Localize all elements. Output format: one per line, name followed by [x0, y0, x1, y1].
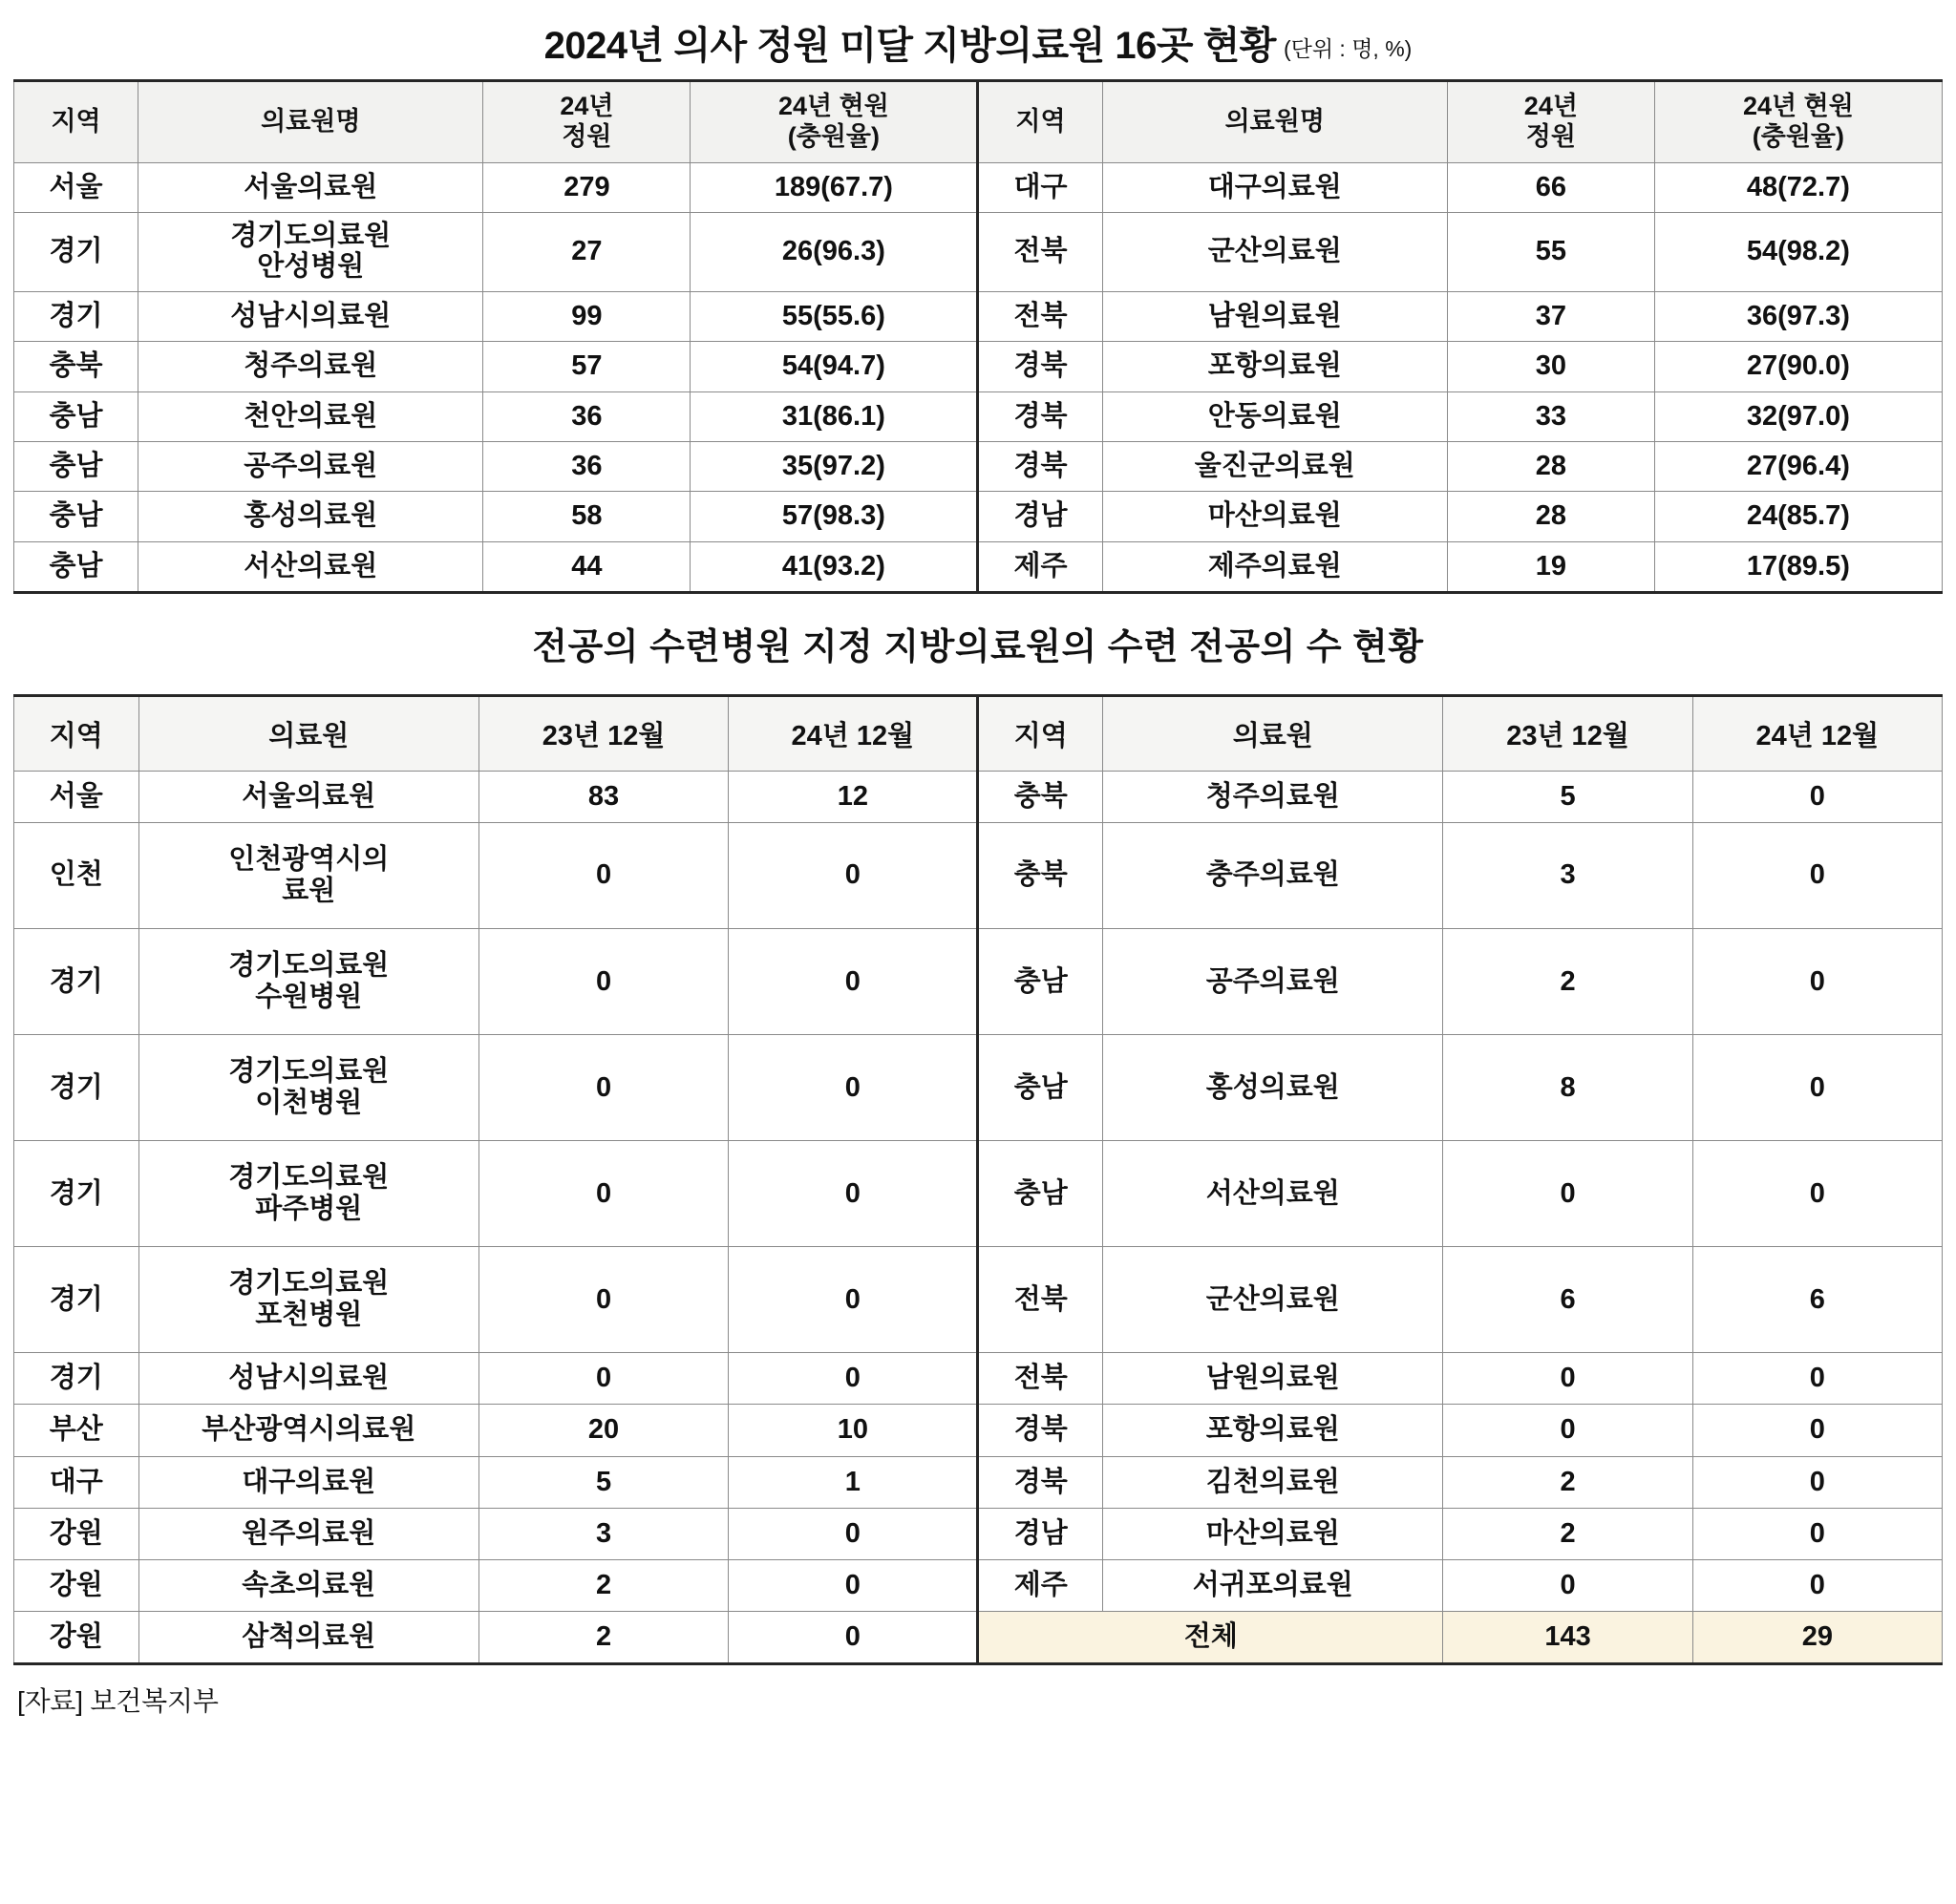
th-current-left-line1: 24년 현원 — [778, 92, 889, 120]
th2-hospital-left: 의료원 — [138, 695, 478, 771]
cell-hospital: 성남시의료원 — [138, 1353, 478, 1405]
cell-region: 대구 — [978, 162, 1102, 212]
cell-region: 서울 — [14, 162, 138, 212]
cell-quota: 99 — [483, 291, 691, 341]
cell-region: 충남 — [14, 391, 138, 441]
cell-region: 경기 — [14, 1035, 139, 1141]
table-row — [14, 162, 1943, 212]
cell-current: 41(93.2) — [691, 541, 978, 592]
table-row — [14, 1405, 1943, 1456]
cell-hospital: 서귀포의료원 — [1103, 1559, 1443, 1611]
cell-y23: 0 — [478, 1141, 728, 1247]
cell-hospital-line2: 이천병원 — [255, 1088, 363, 1119]
cell-hospital: 포항의료원 — [1102, 342, 1447, 391]
cell-hospital-line1: 경기도의료원 — [230, 221, 392, 252]
cell-quota: 57 — [483, 342, 691, 391]
cell-y23: 2 — [1443, 929, 1692, 1035]
cell-y24: 0 — [729, 822, 978, 928]
cell-hospital — [138, 1141, 478, 1247]
table2-header-row — [14, 695, 1943, 771]
cell-hospital: 마산의료원 — [1102, 492, 1447, 541]
cell-hospital — [138, 929, 478, 1035]
cell-hospital: 성남시의료원 — [138, 291, 483, 341]
cell-hospital: 서산의료원 — [138, 541, 483, 592]
cell-hospital: 군산의료원 — [1103, 1247, 1443, 1353]
cell-y23: 20 — [478, 1405, 728, 1456]
th2-y23-right: 23년 12월 — [1443, 695, 1692, 771]
cell-quota: 55 — [1447, 213, 1654, 292]
cell-region: 경북 — [978, 391, 1102, 441]
cell-y24: 0 — [1692, 1508, 1942, 1559]
cell-hospital — [138, 1035, 478, 1141]
cell-current: 35(97.2) — [691, 441, 978, 491]
cell-y23: 0 — [478, 822, 728, 928]
th-quota-right-line2: 정원 — [1525, 121, 1576, 151]
th-quota-left — [483, 81, 691, 163]
cell-hospital: 대구의료원 — [1102, 162, 1447, 212]
cell-y24: 0 — [729, 1559, 978, 1611]
cell-region: 강원 — [14, 1508, 139, 1559]
cell-region: 부산 — [14, 1405, 139, 1456]
cell-current: 26(96.3) — [691, 213, 978, 292]
cell-region: 충남 — [978, 1035, 1103, 1141]
th2-region-right: 지역 — [978, 695, 1103, 771]
cell-current: 32(97.0) — [1654, 391, 1942, 441]
th-quota-left-line1: 24년 — [560, 92, 614, 120]
cell-hospital: 대구의료원 — [138, 1456, 478, 1508]
cell-y23: 2 — [1443, 1456, 1692, 1508]
cell-hospital: 청주의료원 — [1103, 771, 1443, 822]
cell-y24: 0 — [729, 929, 978, 1035]
table-row — [14, 213, 1943, 292]
th-current-right — [1654, 81, 1942, 163]
cell-quota: 28 — [1447, 441, 1654, 491]
cell-quota: 36 — [483, 441, 691, 491]
table1-title: 2024년 의사 정원 미달 지방의료원 16곳 현황 — [543, 25, 1276, 67]
cell-y24: 0 — [1692, 1353, 1942, 1405]
table-row — [14, 771, 1943, 822]
cell-region: 충남 — [978, 1141, 1103, 1247]
cell-current: 54(98.2) — [1654, 213, 1942, 292]
cell-region: 경남 — [978, 1508, 1103, 1559]
cell-hospital: 마산의료원 — [1103, 1508, 1443, 1559]
cell-y24: 1 — [729, 1456, 978, 1508]
th2-y24-left: 24년 12월 — [729, 695, 978, 771]
cell-hospital — [138, 822, 478, 928]
th-current-left — [691, 81, 978, 163]
table1-header-row — [14, 81, 1943, 163]
cell-hospital: 안동의료원 — [1102, 391, 1447, 441]
table-row — [14, 291, 1943, 341]
cell-current: 48(72.7) — [1654, 162, 1942, 212]
cell-y24: 0 — [1692, 822, 1942, 928]
cell-quota: 27 — [483, 213, 691, 292]
cell-hospital-line2: 수원병원 — [255, 982, 363, 1013]
cell-hospital: 서울의료원 — [138, 162, 483, 212]
cell-current: 36(97.3) — [1654, 291, 1942, 341]
cell-current: 54(94.7) — [691, 342, 978, 391]
cell-hospital-line1: 인천광역시의 — [228, 843, 390, 875]
th2-hospital-right: 의료원 — [1103, 695, 1443, 771]
cell-current: 17(89.5) — [1654, 541, 1942, 592]
th-current-left-line2: (충원율) — [787, 121, 880, 151]
cell-region: 충남 — [14, 441, 138, 491]
cell-quota: 66 — [1447, 162, 1654, 212]
cell-current: 189(67.7) — [691, 162, 978, 212]
cell-y23: 0 — [1443, 1559, 1692, 1611]
cell-hospital: 청주의료원 — [138, 342, 483, 391]
cell-hospital-line2: 포천병원 — [255, 1300, 363, 1331]
cell-y23: 0 — [478, 1247, 728, 1353]
cell-y23: 2 — [1443, 1508, 1692, 1559]
cell-region: 전북 — [978, 213, 1102, 292]
cell-hospital: 공주의료원 — [1103, 929, 1443, 1035]
cell-y23: 6 — [1443, 1247, 1692, 1353]
cell-region: 경북 — [978, 1456, 1103, 1508]
cell-y23: 0 — [1443, 1141, 1692, 1247]
cell-hospital: 삼척의료원 — [138, 1611, 478, 1663]
source-note: [자료] 보건복지부 — [17, 1685, 219, 1716]
cell-current: 55(55.6) — [691, 291, 978, 341]
table-row — [14, 541, 1943, 592]
th-region-left: 지역 — [14, 81, 138, 163]
cell-hospital: 홍성의료원 — [1103, 1035, 1443, 1141]
cell-current: 57(98.3) — [691, 492, 978, 541]
cell-quota: 58 — [483, 492, 691, 541]
cell-region: 충북 — [978, 822, 1103, 928]
cell-hospital: 속초의료원 — [138, 1559, 478, 1611]
cell-y24: 0 — [1692, 1035, 1942, 1141]
cell-hospital — [138, 213, 483, 292]
cell-quota: 19 — [1447, 541, 1654, 592]
th-hospital-right: 의료원명 — [1102, 81, 1447, 163]
total-y23: 143 — [1443, 1611, 1692, 1663]
cell-y23: 0 — [1443, 1353, 1692, 1405]
cell-region: 전북 — [978, 1247, 1103, 1353]
cell-region: 강원 — [14, 1611, 139, 1663]
cell-hospital: 공주의료원 — [138, 441, 483, 491]
cell-hospital: 천안의료원 — [138, 391, 483, 441]
cell-y24: 0 — [729, 1035, 978, 1141]
cell-region: 전북 — [978, 291, 1102, 341]
cell-y24: 0 — [729, 1611, 978, 1663]
cell-region: 제주 — [978, 541, 1102, 592]
cell-y23: 2 — [478, 1559, 728, 1611]
cell-region: 충북 — [14, 342, 138, 391]
cell-y24: 0 — [1692, 929, 1942, 1035]
table-row — [14, 441, 1943, 491]
cell-hospital-line1: 경기도의료원 — [228, 950, 390, 982]
cell-hospital: 부산광역시의료원 — [138, 1405, 478, 1456]
cell-y24: 0 — [729, 1141, 978, 1247]
cell-hospital: 김천의료원 — [1103, 1456, 1443, 1508]
cell-hospital: 충주의료원 — [1103, 822, 1443, 928]
th-current-right-line2: (충원율) — [1752, 121, 1844, 151]
cell-hospital: 남원의료원 — [1102, 291, 1447, 341]
doctor-quota-shortfall-table — [13, 79, 1943, 594]
cell-hospital: 서울의료원 — [138, 771, 478, 822]
cell-y23: 0 — [478, 1035, 728, 1141]
cell-y24: 0 — [729, 1247, 978, 1353]
cell-hospital — [138, 1247, 478, 1353]
cell-current: 27(96.4) — [1654, 441, 1942, 491]
cell-region: 충남 — [978, 929, 1103, 1035]
th2-y24-right: 24년 12월 — [1692, 695, 1942, 771]
cell-current: 31(86.1) — [691, 391, 978, 441]
th-quota-right-line1: 24년 — [1523, 92, 1578, 120]
cell-current: 24(85.7) — [1654, 492, 1942, 541]
th-quota-left-line2: 정원 — [562, 121, 612, 151]
table-row — [14, 492, 1943, 541]
cell-y23: 2 — [478, 1611, 728, 1663]
cell-hospital: 포항의료원 — [1103, 1405, 1443, 1456]
cell-region: 경기 — [14, 1247, 139, 1353]
cell-y24: 0 — [729, 1353, 978, 1405]
cell-quota: 44 — [483, 541, 691, 592]
cell-y24: 0 — [1692, 771, 1942, 822]
cell-quota: 33 — [1447, 391, 1654, 441]
cell-region: 충남 — [14, 492, 138, 541]
total-label: 전체 — [978, 1611, 1443, 1663]
cell-y24: 0 — [1692, 1405, 1942, 1456]
table-row-total — [14, 1611, 1943, 1663]
cell-hospital-line2: 파주병원 — [255, 1194, 363, 1225]
cell-region: 제주 — [978, 1559, 1103, 1611]
table1-title-block — [13, 10, 1943, 79]
cell-hospital: 제주의료원 — [1102, 541, 1447, 592]
cell-region: 대구 — [14, 1456, 139, 1508]
cell-region: 경기 — [14, 213, 138, 292]
cell-region: 경남 — [978, 492, 1102, 541]
cell-y24: 10 — [729, 1405, 978, 1456]
th-hospital-left: 의료원명 — [138, 81, 483, 163]
th2-region-left: 지역 — [14, 695, 139, 771]
cell-hospital-line1: 경기도의료원 — [228, 1162, 390, 1194]
table-row — [14, 1559, 1943, 1611]
cell-region: 경기 — [14, 291, 138, 341]
cell-hospital: 울진군의료원 — [1102, 441, 1447, 491]
cell-y23: 83 — [478, 771, 728, 822]
table2-title: 전공의 수련병원 지정 지방의료원의 수련 전공의 수 현황 — [532, 626, 1424, 667]
cell-y23: 3 — [1443, 822, 1692, 928]
cell-region: 경북 — [978, 441, 1102, 491]
cell-y24: 0 — [1692, 1559, 1942, 1611]
cell-hospital-line2: 료원 — [282, 876, 336, 906]
cell-region: 경기 — [14, 1353, 139, 1405]
table-row — [14, 1247, 1943, 1353]
cell-hospital: 서산의료원 — [1103, 1141, 1443, 1247]
cell-hospital: 남원의료원 — [1103, 1353, 1443, 1405]
th-quota-right — [1447, 81, 1654, 163]
cell-region: 강원 — [14, 1559, 139, 1611]
cell-region: 서울 — [14, 771, 139, 822]
cell-quota: 36 — [483, 391, 691, 441]
cell-hospital: 원주의료원 — [138, 1508, 478, 1559]
cell-y24: 0 — [1692, 1141, 1942, 1247]
cell-y23: 8 — [1443, 1035, 1692, 1141]
cell-quota: 30 — [1447, 342, 1654, 391]
cell-hospital: 군산의료원 — [1102, 213, 1447, 292]
cell-y23: 5 — [478, 1456, 728, 1508]
table2-title-block — [13, 594, 1943, 694]
total-y24: 29 — [1692, 1611, 1942, 1663]
cell-region: 경북 — [978, 342, 1102, 391]
th2-y23-left: 23년 12월 — [478, 695, 728, 771]
cell-region: 경북 — [978, 1405, 1103, 1456]
resident-count-table — [13, 694, 1943, 1665]
cell-quota: 37 — [1447, 291, 1654, 341]
cell-y23: 0 — [478, 929, 728, 1035]
cell-y24: 6 — [1692, 1247, 1942, 1353]
table-row — [14, 1456, 1943, 1508]
cell-y23: 0 — [478, 1353, 728, 1405]
cell-hospital: 홍성의료원 — [138, 492, 483, 541]
table-row — [14, 1353, 1943, 1405]
cell-hospital-line1: 경기도의료원 — [228, 1056, 390, 1088]
cell-quota: 279 — [483, 162, 691, 212]
cell-y23: 5 — [1443, 771, 1692, 822]
table-row — [14, 1035, 1943, 1141]
cell-region: 전북 — [978, 1353, 1103, 1405]
table-row — [14, 822, 1943, 928]
table1-unit-note: (단위 : 명, %) — [1283, 36, 1413, 61]
th-current-right-line1: 24년 현원 — [1743, 92, 1854, 120]
cell-current: 27(90.0) — [1654, 342, 1942, 391]
cell-region: 경기 — [14, 1141, 139, 1247]
cell-y23: 3 — [478, 1508, 728, 1559]
cell-region: 충남 — [14, 541, 138, 592]
table-row — [14, 342, 1943, 391]
cell-y24: 0 — [1692, 1456, 1942, 1508]
cell-y23: 0 — [1443, 1405, 1692, 1456]
cell-region: 인천 — [14, 822, 139, 928]
table-row — [14, 391, 1943, 441]
cell-quota: 28 — [1447, 492, 1654, 541]
cell-y24: 12 — [729, 771, 978, 822]
th-region-right: 지역 — [978, 81, 1102, 163]
cell-region: 충북 — [978, 771, 1103, 822]
table-row — [14, 929, 1943, 1035]
cell-y24: 0 — [729, 1508, 978, 1559]
cell-hospital-line2: 안성병원 — [257, 250, 365, 282]
table-row — [14, 1141, 1943, 1247]
cell-hospital-line1: 경기도의료원 — [228, 1268, 390, 1300]
table-row — [14, 1508, 1943, 1559]
cell-region: 경기 — [14, 929, 139, 1035]
